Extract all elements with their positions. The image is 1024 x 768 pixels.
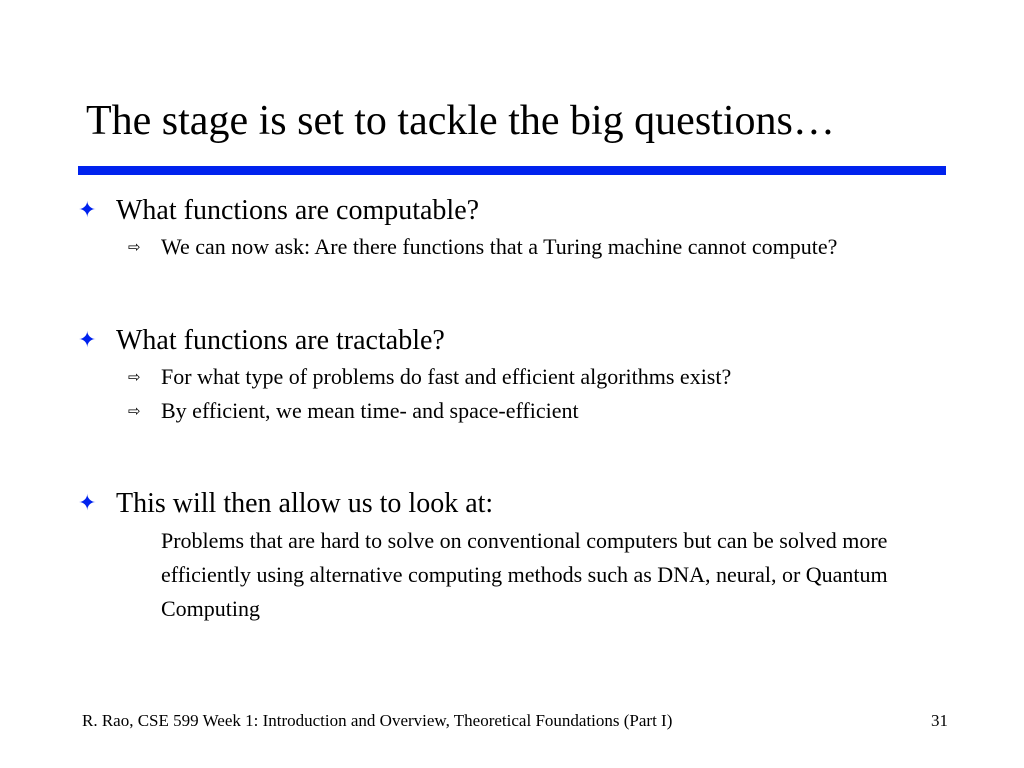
arrow-right-icon: ⇨ xyxy=(128,368,141,386)
bullet-text: This will then allow us to look at: xyxy=(116,488,494,519)
slide-title: The stage is set to tackle the big questions… xyxy=(86,98,835,144)
four-pointed-star-icon: ✦ xyxy=(78,328,97,353)
arrow-right-icon: ⇨ xyxy=(128,238,141,256)
title-underline xyxy=(78,166,946,175)
arrow-right-icon: ⇨ xyxy=(128,402,141,420)
bullet-body-text: Problems that are hard to solve on conventional computers but can be solved more efficiently using alternative computing methods such as DNA, neural, or Quantum Computing xyxy=(161,528,888,621)
sub-bullet-text: For what type of problems do fast and efficient algorithms exist? xyxy=(161,364,732,389)
sub-bullet-text: By efficient, we mean time- and space-efficient xyxy=(161,398,579,423)
four-pointed-star-icon: ✦ xyxy=(78,198,97,223)
sub-bullet-text: We can now ask: Are there functions that a Turing machine cannot compute? xyxy=(161,234,838,259)
bullet-text: What functions are tractable? xyxy=(116,325,445,356)
page-number: 31 xyxy=(931,711,948,730)
footer-text: R. Rao, CSE 599 Week 1: Introduction and Overview, Theoretical Foundations (Part I) xyxy=(82,711,673,730)
four-pointed-star-icon: ✦ xyxy=(78,491,97,516)
bullet-text: What functions are computable? xyxy=(116,195,480,226)
